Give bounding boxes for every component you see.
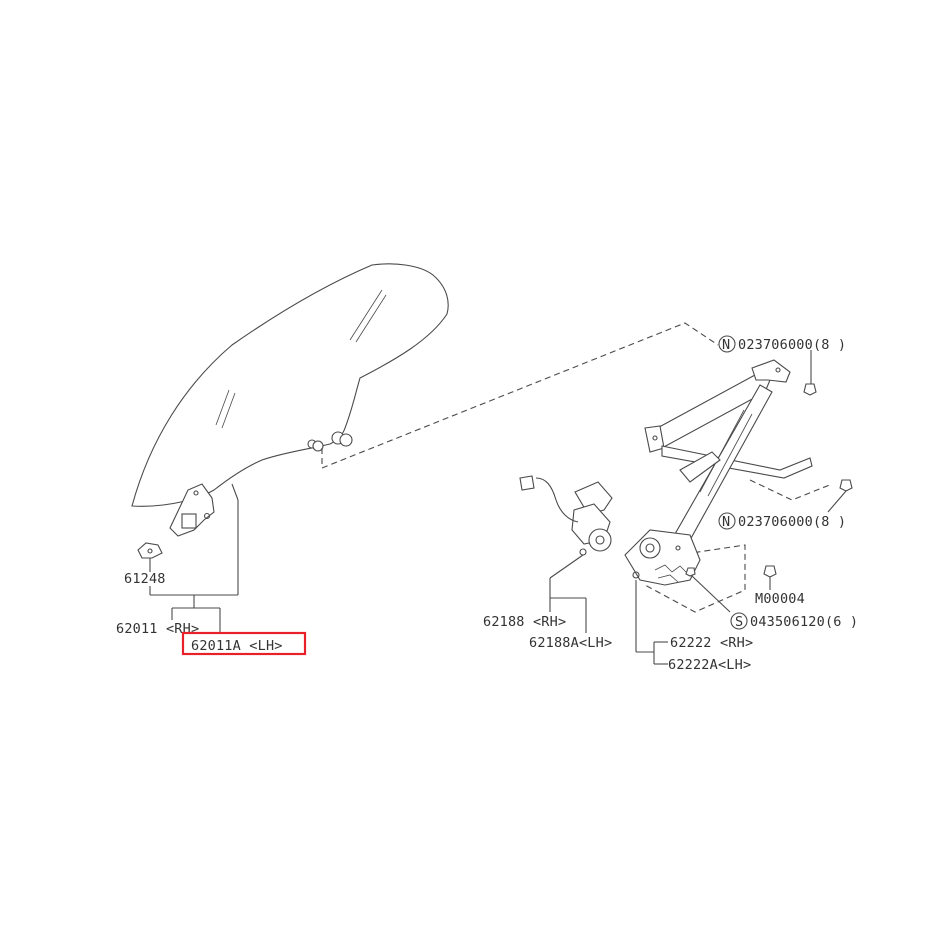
window-motor-illustration xyxy=(520,476,612,555)
n-symbol-top: N xyxy=(722,337,731,353)
label-62188-rh: 62188 <RH> xyxy=(483,614,567,630)
label-61248: 61248 xyxy=(124,571,166,587)
label-nut-bottom: 023706000(8 ) xyxy=(738,514,847,530)
label-62011-rh: 62011 <RH> xyxy=(116,621,200,637)
label-m00004: M00004 xyxy=(755,591,805,607)
n-symbol-bottom: N xyxy=(722,514,731,530)
label-bolt: 043506120(6 ) xyxy=(750,614,859,630)
s-symbol: S xyxy=(735,614,744,630)
label-62188a-lh: 62188A<LH> xyxy=(529,635,613,651)
label-62011a-lh[interactable]: 62011A <LH> xyxy=(191,638,283,654)
label-62222a-lh: 62222A<LH> xyxy=(668,657,752,673)
window-regulator-illustration xyxy=(625,360,852,585)
label-nut-top: 023706000(8 ) xyxy=(738,337,847,353)
label-62222-rh: 62222 <RH> xyxy=(670,635,754,651)
door-glass-illustration xyxy=(132,264,448,558)
